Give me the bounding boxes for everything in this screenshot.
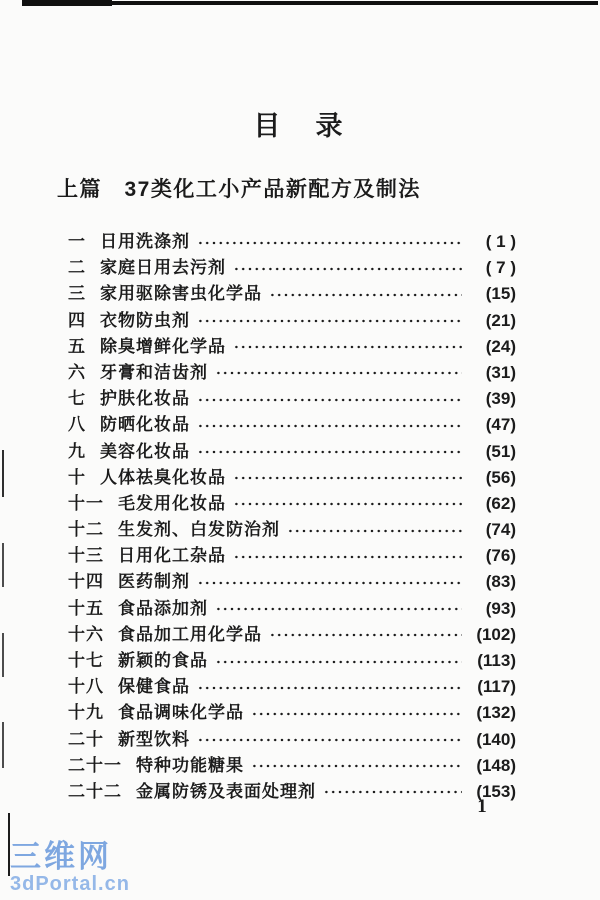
toc-entry-number: 六: [68, 362, 86, 382]
toc-row: [68, 698, 516, 724]
toc-row: [68, 646, 516, 672]
toc-entry-title: 食品调味化学品: [118, 703, 244, 723]
toc-entry-title: 衣物防虫剂: [100, 310, 190, 330]
toc-entry-number: 八: [68, 415, 86, 435]
toc-row: [68, 672, 516, 698]
toc-entry-page: (117): [477, 677, 516, 697]
toc-entry-title: 牙膏和洁齿剂: [100, 362, 208, 382]
dotted-leader: [233, 332, 462, 358]
toc-entry-title: 护肤化妆品: [100, 389, 190, 409]
toc-entry-page: (132): [476, 703, 516, 723]
scan-artifact-line: [2, 450, 4, 497]
toc-entry-page: (140): [476, 729, 516, 749]
toc-entry-title: 新颖的食品: [118, 651, 208, 670]
watermark: [10, 841, 130, 894]
toc-entry-page: (24): [485, 336, 516, 356]
toc-entry-number: 七: [68, 389, 86, 409]
dotted-leader: [197, 227, 462, 253]
folio-page-number: 1: [477, 796, 487, 817]
toc-entry-page: (102): [476, 624, 516, 644]
watermark-cn-logo: 三维网: [10, 839, 112, 874]
toc-row: [68, 306, 516, 332]
toc-entry-title: 金属防锈及表面处理剂: [136, 781, 316, 801]
toc-entry-number: 三: [68, 284, 86, 304]
toc-row: [68, 410, 516, 436]
dotted-leader: [197, 567, 462, 593]
scan-artifact-line: [2, 633, 4, 677]
toc-entry-number: 十一: [68, 493, 104, 513]
toc-row: [68, 489, 516, 515]
toc-entry-page: (93): [485, 598, 516, 618]
scan-edge-line-blob: [22, 0, 112, 6]
toc-entry-title: 防晒化妆品: [100, 415, 190, 435]
toc-row: [68, 777, 516, 803]
toc-entry-number: 二十二: [68, 781, 122, 801]
toc-entry-title: 家用驱除害虫化学品: [100, 284, 262, 304]
dotted-leader: [197, 410, 462, 436]
toc-entry-page: (113): [477, 651, 516, 670]
dotted-leader: [233, 489, 462, 515]
toc-entry-page: (39): [485, 389, 516, 409]
toc-entry-number: 十二: [68, 520, 104, 540]
toc-entry-page: (74): [485, 520, 516, 540]
toc-entry-number: 十: [68, 467, 86, 487]
toc-entry-title: 美容化妆品: [100, 441, 190, 461]
toc-row: [68, 358, 516, 384]
toc-entry-number: 五: [68, 336, 86, 356]
scan-artifact-line: [2, 543, 4, 587]
toc-entry-number: 二十一: [68, 755, 122, 775]
toc-entry-number: 十八: [68, 677, 104, 697]
dotted-leader: [215, 358, 462, 384]
toc-row: [68, 384, 516, 410]
toc-row: [68, 594, 516, 620]
toc-entry-number: 十三: [68, 546, 104, 566]
toc-entry-title: 人体祛臭化妆品: [100, 467, 226, 487]
dotted-leader: [287, 515, 462, 541]
toc-entry-number: 二十: [68, 729, 104, 749]
toc-row: [68, 567, 516, 593]
dotted-leader: [197, 306, 462, 332]
toc-entry-page: (83): [485, 572, 516, 592]
toc-entry-page: (56): [485, 467, 516, 487]
toc-entry-title: 新型饮料: [118, 729, 190, 749]
toc-entry-page: ( 1 ): [485, 232, 516, 251]
toc-row: [68, 279, 516, 305]
toc-entry-number: 四: [68, 310, 86, 330]
dotted-leader: [269, 279, 462, 305]
dotted-leader: [233, 463, 462, 489]
toc-entry-title: 生发剂、白发防治剂: [118, 520, 280, 540]
toc-row: [68, 437, 516, 463]
toc-row: [68, 515, 516, 541]
dotted-leader: [197, 672, 462, 698]
toc-row: [68, 541, 516, 567]
dotted-leader: [215, 646, 462, 672]
toc-row: [68, 751, 516, 777]
toc-entry-page: (51): [485, 441, 516, 461]
dotted-leader: [233, 253, 462, 279]
page-title: 目 录: [253, 111, 347, 141]
section-heading: 上篇 37类化工小产品新配方及制法: [57, 178, 421, 201]
toc-entry-page: (31): [485, 362, 516, 382]
toc-entry-number: 九: [68, 441, 86, 461]
toc-entry-page: (148): [476, 755, 516, 775]
toc-entry-page: (62): [485, 493, 516, 513]
toc-entry-number: 十五: [68, 598, 104, 618]
toc-entry-page: (21): [485, 310, 516, 330]
toc-list: [68, 227, 516, 803]
dotted-leader: [269, 620, 462, 646]
toc-entry-number: 十六: [68, 624, 104, 644]
toc-entry-number: 十九: [68, 703, 104, 723]
toc-row: [68, 463, 516, 489]
toc-entry-title: 日用化工杂品: [118, 546, 226, 566]
toc-row: [68, 227, 516, 253]
toc-row: [68, 332, 516, 358]
toc-entry-title: 日用洗涤剂: [100, 232, 190, 251]
toc-entry-page: (76): [485, 546, 516, 566]
toc-entry-title: 除臭增鲜化学品: [100, 336, 226, 356]
dotted-leader: [197, 437, 462, 463]
toc-entry-title: 毛发用化妆品: [118, 493, 226, 513]
toc-entry-page: (47): [485, 415, 516, 435]
toc-entry-title: 特种功能糖果: [136, 755, 244, 775]
toc-entry-page: (153): [476, 781, 516, 801]
toc-row: [68, 620, 516, 646]
dotted-leader: [233, 541, 462, 567]
dotted-leader: [251, 698, 462, 724]
toc-row: [68, 725, 516, 751]
toc-entry-page: (15): [485, 284, 516, 304]
toc-entry-number: 一: [68, 232, 86, 251]
watermark-en-logo: 3dPortal.cn: [10, 873, 130, 895]
toc-entry-number: 十四: [68, 572, 104, 592]
toc-entry-number: 十七: [68, 651, 104, 670]
dotted-leader: [215, 594, 462, 620]
toc-entry-title: 保健食品: [118, 677, 190, 697]
toc-entry-page: ( 7 ): [485, 258, 516, 278]
toc-entry-title: 家庭日用去污剂: [100, 258, 226, 278]
dotted-leader: [197, 725, 462, 751]
toc-entry-title: 食品添加剂: [118, 598, 208, 618]
toc-entry-title: 食品加工用化学品: [118, 624, 262, 644]
dotted-leader: [251, 751, 462, 777]
dotted-leader: [323, 777, 462, 803]
toc-entry-number: 二: [68, 258, 86, 278]
scan-artifact-line: [2, 722, 4, 768]
dotted-leader: [197, 384, 462, 410]
toc-entry-title: 医药制剂: [118, 572, 190, 592]
toc-row: [68, 253, 516, 279]
